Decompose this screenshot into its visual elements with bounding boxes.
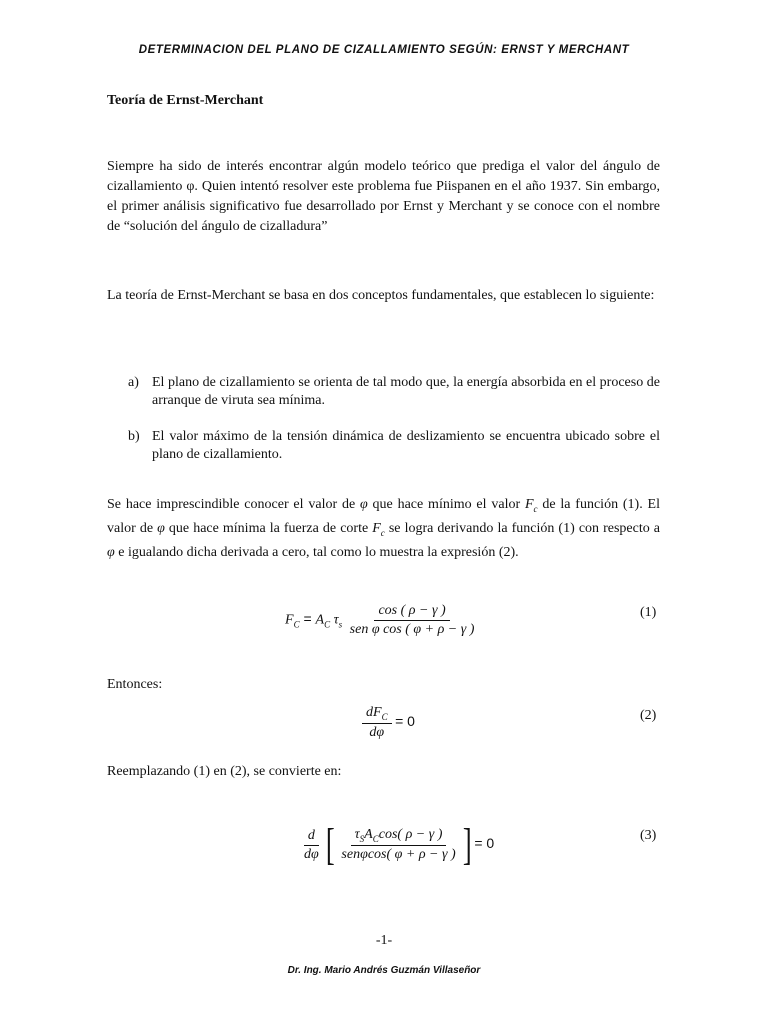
phi-symbol: φ	[359, 497, 368, 512]
left-bracket-icon: [	[325, 820, 335, 869]
running-footer: Dr. Ing. Mario Andrés Guzmán Villaseñor	[287, 965, 481, 976]
list-marker: b)	[128, 429, 140, 444]
equation-number: (3)	[640, 828, 657, 843]
running-header: DETERMINACION DEL PLANO DE CIZALLAMIENTO SEGÚN: ERNST Y MERCHANT	[138, 44, 630, 56]
fraction: $\frac{\tau_SA_C\cos( \rho - \gamma )}{\text{senφcos( φ + ρ − γ )}}$	[341, 827, 456, 862]
list-marker: a)	[128, 375, 139, 390]
fc-symbol: F	[524, 497, 534, 512]
equation-2: $\frac{dF_C}{d\varphi}$ = 0	[362, 705, 415, 741]
right-bracket-icon: ]	[462, 820, 472, 869]
fraction: $\frac{d}{d\varphi}$	[304, 827, 319, 862]
list-item-text: El valor máximo de la tensión dinámica de deslizamiento se encuentra ubicado sobre el plano de cizallamiento.	[152, 429, 660, 462]
equation-1: $F_C = A_C$ $\tau_s$ $\frac{\cos ( \rho - \gamma )}{\text{sen φ cos ( φ + ρ − γ )}}$	[285, 603, 478, 638]
list-item-text: El plano de cizallamiento se orienta de tal modo que, la energía absorbida en el proceso de arranque de viruta sea mínima.	[152, 375, 660, 408]
fraction: $\frac{\cos ( \rho - \gamma )}{\text{sen φ cos ( φ + ρ − γ )}}$	[349, 603, 475, 637]
list-item	[128, 374, 660, 410]
equation-number: (2)	[640, 708, 657, 723]
fraction: $\frac{dF_C}{d\varphi}$	[362, 705, 392, 741]
concepts-list	[128, 374, 660, 464]
equation-3: $\frac{d}{d\varphi}$ [ $\frac{\tau_SA_C\cos( \rho - \gamma )}{\text{senφcos( φ + ρ − γ )}}$ ] = 0	[300, 823, 494, 867]
list-item	[128, 428, 660, 464]
paragraph-derivation: Se hace imprescindible conocer el valor de φ que hace mínimo el valor $F_c$ de la función (1). El valor de φ que hace mínima la fuerza de corte $F_c$ se logra derivando la función (1) con respecto a φ e igualando dicha derivada a cero, tal como lo muestra la expresión (2).	[107, 497, 661, 560]
equation-number: (1)	[640, 605, 657, 620]
paragraph-concepts: La teoría de Ernst-Merchant se basa en dos conceptos fundamentales, que establecen lo siguiente:	[107, 288, 655, 303]
entonces-label: Entonces:	[107, 677, 163, 692]
reemplazando-label: Reemplazando (1) en (2), se convierte en:	[107, 764, 342, 779]
paragraph-intro: Siempre ha sido de interés encontrar algún modelo teórico que prediga el valor del ángulo de cizallamiento φ. Quien intentó resolver este problema fue Piispanen en el año 1937. Sin embargo, el primer análisis significativo fue desarrollado por Ernst y Merchant y se conoce con el nombre de “solución del ángulo de cizalladura”	[107, 159, 660, 234]
section-title: Teoría de Ernst-Merchant	[107, 93, 264, 108]
page-number: -1-	[375, 933, 393, 948]
